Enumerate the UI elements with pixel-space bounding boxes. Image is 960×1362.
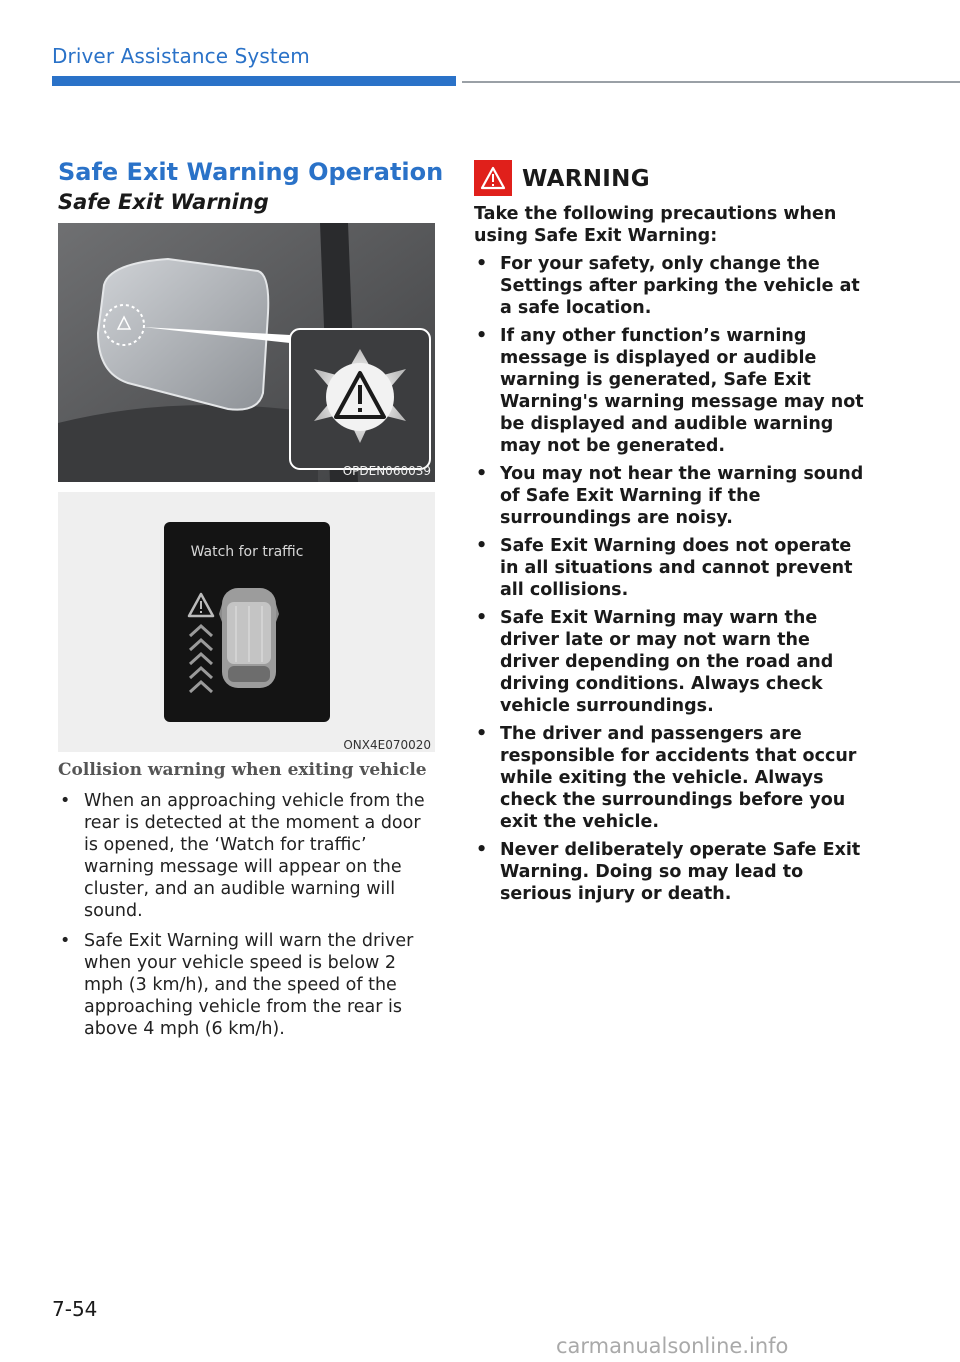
section-subtitle: Safe Exit Warning bbox=[58, 190, 269, 214]
mirror-illustration bbox=[58, 223, 435, 482]
cluster-art bbox=[164, 522, 330, 722]
list-item: • When an approaching vehicle from the rear is detected at the moment a door is opened, the ‘Watch for traffic’ warning message will appear on the cluster, and an audible warning will sound. bbox=[58, 790, 430, 922]
warning-triangle-icon bbox=[474, 160, 512, 196]
list-item: • Safe Exit Warning may warn the driver late or may not warn the driver depending on the road and driving conditions. Always check vehicle surroundings. bbox=[474, 607, 864, 717]
warning-header bbox=[474, 160, 834, 200]
figure-caption: Collision warning when exiting vehicle bbox=[58, 760, 427, 780]
warning-bullets bbox=[474, 253, 864, 911]
warning-title: WARNING bbox=[522, 166, 650, 192]
warning-badge bbox=[474, 160, 512, 196]
approach-chevrons bbox=[190, 626, 212, 692]
header-accent-bar bbox=[52, 76, 456, 86]
section-title: Safe Exit Warning Operation bbox=[58, 158, 444, 186]
list-item: • Never deliberately operate Safe Exit Warning. Doing so may lead to serious injury or death. bbox=[474, 839, 864, 905]
cluster-display bbox=[164, 522, 330, 722]
page-number: 7-54 bbox=[52, 1297, 98, 1321]
figure-code: ONX4E070020 bbox=[343, 738, 431, 752]
list-item: • For your safety, only change the Settings after parking the vehicle at a safe location. bbox=[474, 253, 864, 319]
header-divider bbox=[462, 81, 960, 83]
warning-triangle-icon bbox=[189, 594, 213, 616]
list-item: • You may not hear the warning sound of Safe Exit Warning if the surroundings are noisy. bbox=[474, 463, 864, 529]
list-item: • Safe Exit Warning will warn the driver when your vehicle speed is below 2 mph (3 km/h), and the speed of the approaching vehicle from the rear is above 4 mph (6 km/h). bbox=[58, 930, 430, 1040]
list-item: • If any other function’s warning message is displayed or audible warning is generated, Safe Exit Warning's warning message may not be displayed and audible warning may not be generated. bbox=[474, 325, 864, 457]
list-item: • The driver and passengers are responsible for accidents that occur while exiting the vehicle. Always check the surroundings before you exit the vehicle. bbox=[474, 723, 864, 833]
operation-bullets bbox=[58, 790, 430, 1048]
list-item: • Safe Exit Warning does not operate in all situations and cannot prevent all collisions. bbox=[474, 535, 864, 601]
header-title: Driver Assistance System bbox=[52, 44, 310, 68]
warning-intro: Take the following precautions when using Safe Exit Warning: bbox=[474, 204, 837, 246]
vehicle-top-view bbox=[219, 588, 279, 688]
figure-code: OPDEN060039 bbox=[342, 464, 431, 478]
cluster-message: Watch for traffic bbox=[190, 544, 304, 560]
mirror-illustration-art bbox=[58, 223, 435, 482]
watermark: carmanualsonline.info bbox=[556, 1334, 789, 1358]
cluster-display-illustration bbox=[58, 492, 435, 752]
